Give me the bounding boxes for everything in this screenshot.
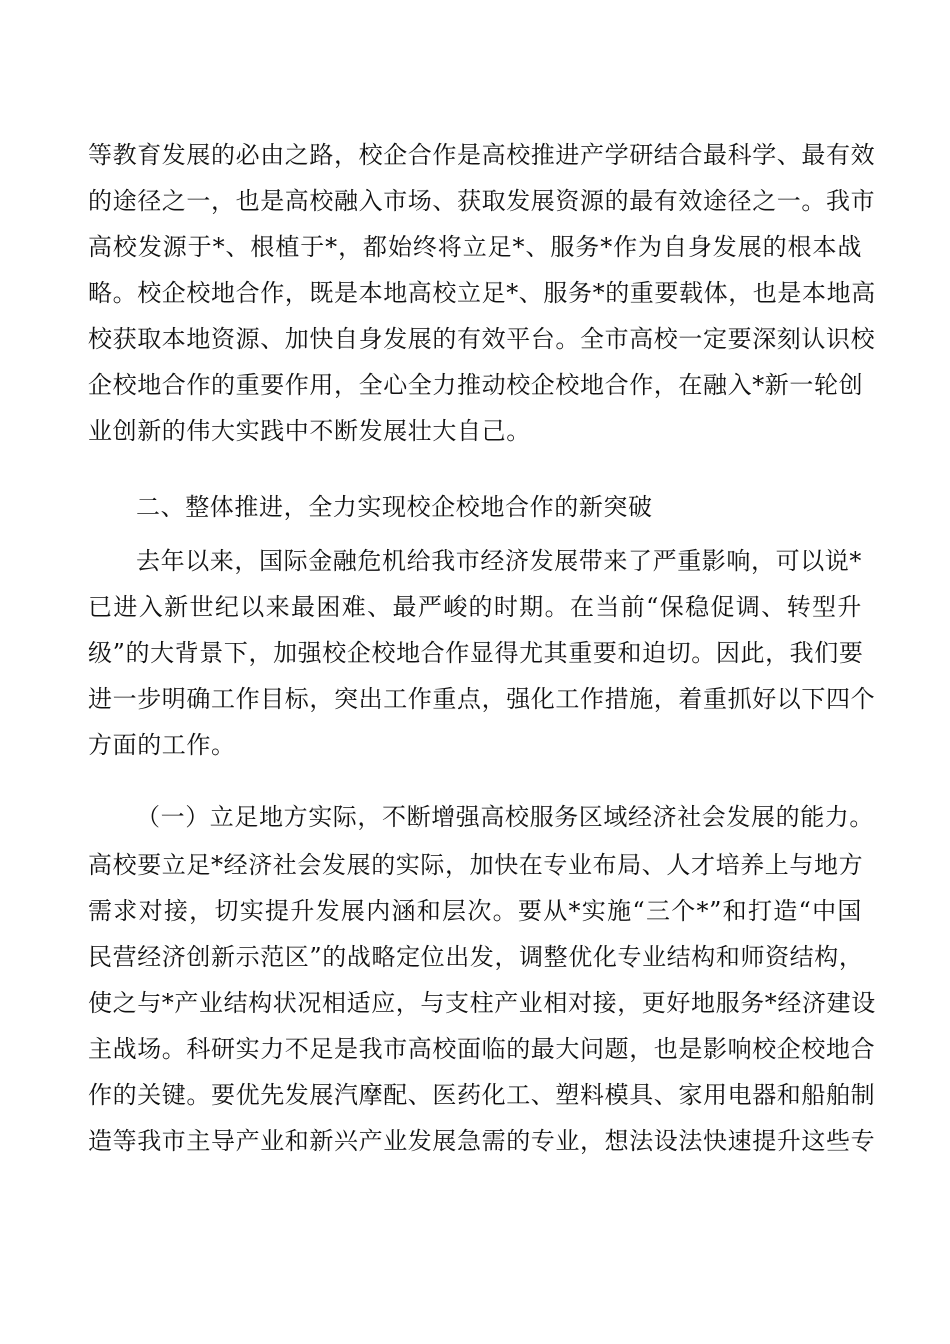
paragraph-line: 高校发源于*、根植于*，都始终将立足*、服务*作为自身发展的根本战 [88,233,862,261]
paragraph-line: 民营经济创新示范区”的战略定位出发，调整优化专业结构和师资结构， [88,943,864,971]
paragraph-line: 方面的工作。 [88,731,236,759]
paragraph-line: 去年以来，国际金融危机给我市经济发展带来了严重影响，可以说* [136,547,862,575]
paragraph-line: 级”的大背景下，加强校企校地合作显得尤其重要和迫切。因此，我们要 [88,639,864,667]
paragraph-line: 略。校企校地合作，既是本地高校立足*、服务*的重要载体，也是本地高 [88,279,876,307]
paragraph-line: 造等我市主导产业和新兴产业发展急需的专业，想法设法快速提升这些专 [88,1127,876,1155]
subsection-heading: （一）立足地方实际，不断增强高校服务区域经济社会发展的能力。 [136,803,874,831]
paragraph-line: 作的关键。要优先发展汽摩配、医药化工、塑料模具、家用电器和船舶制 [88,1081,876,1109]
paragraph-line: 的途径之一，也是高校融入市场、获取发展资源的最有效途径之一。我市 [88,187,876,215]
paragraph-line: 高校要立足*经济社会发展的实际，加快在专业布局、人才培养上与地方 [88,851,864,879]
paragraph-line: 业创新的伟大实践中不断发展壮大自己。 [88,417,531,445]
section-heading: 二、整体推进，全力实现校企校地合作的新突破 [136,493,653,521]
paragraph-line: 企校地合作的重要作用，全心全力推动校企校地合作，在融入*新一轮创 [88,371,864,399]
paragraph-line: 主战场。科研实力不足是我市高校面临的最大问题，也是影响校企校地合 [88,1035,876,1063]
paragraph-line: 进一步明确工作目标，突出工作重点，强化工作措施，着重抓好以下四个 [88,685,876,713]
paragraph-line: 等教育发展的必由之路，校企合作是高校推进产学研结合最科学、最有效 [88,141,876,169]
paragraph-line: 校获取本地资源、加快自身发展的有效平台。全市高校一定要深刻认识校 [88,325,876,353]
paragraph-line: 需求对接，切实提升发展内涵和层次。要从*实施“三个*”和打造“中国 [88,897,862,925]
paragraph-line: 使之与*产业结构状况相适应，与支柱产业相对接，更好地服务*经济建设 [88,989,876,1017]
paragraph-line: 已进入新世纪以来最困难、最严峻的时期。在当前“保稳促调、转型升 [88,593,862,621]
